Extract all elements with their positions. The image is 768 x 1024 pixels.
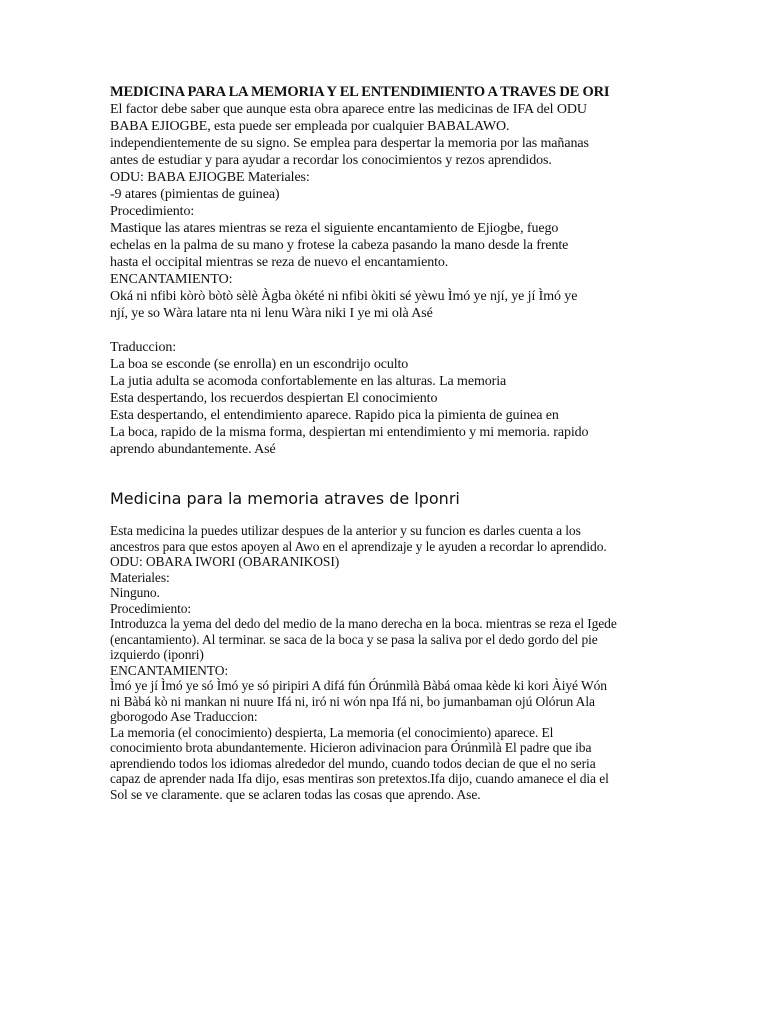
text-line: Procedimiento:	[110, 600, 192, 616]
text-line: ENCANTAMIENTO:	[110, 662, 229, 678]
text-line: antes de estudiar y para ayudar a recordar los conocimientos y rezos aprendidos.	[110, 153, 552, 168]
text-line: njí, ye so Wàra latare nta ni lenu Wàra niki I ye mi olà Asé	[110, 306, 433, 321]
text-line: Materiales:	[110, 569, 170, 585]
text-line: Ìmó ye jí Ìmó ye só Ìmó ye só piripiri A difá fún Órúnmìlà Bàbá omaa kède ki kori Àiyé Wón	[110, 678, 607, 693]
text-line: El factor debe saber que aunque esta obra aparece entre las medicinas de IFA del ODU	[110, 102, 587, 117]
section1-title: MEDICINA PARA LA MEMORIA Y EL ENTENDIMIENTO A TRAVES DE ORI	[110, 84, 610, 100]
text-line: Esta despertando, el entendimiento aparece. Rapido pica la pimienta de guinea en	[110, 408, 559, 423]
text-line: Traduccion:	[110, 340, 177, 355]
text-line: -9 atares (pimientas de guinea)	[110, 187, 280, 202]
text-line: ni Bàbá kò ni mankan ni nuure Ifá ni, iró ni wón npa Ifá ni, bo jumanbaman ojú Olórun Ala	[110, 693, 595, 709]
text-line: (encantamiento). Al terminar. se saca de la boca y se pasa la saliva por el dedo gordo del pie	[110, 631, 598, 647]
text-line: ODU: BABA EJIOGBE Materiales:	[110, 170, 310, 185]
text-line: aprendiendo todos los idiomas alrededor del mundo, cuando todos decian de que el no seria	[110, 755, 596, 771]
text-line: Ninguno.	[110, 585, 160, 600]
text-line: La boca, rapido de la misma forma, despiertan mi entendimiento y mi memoria. rapido	[110, 425, 589, 440]
text-line: La memoria (el conocimiento) despierta, La memoria (el conocimiento) aparece. El	[110, 724, 554, 740]
text-line: capaz de aprender nada Ifa dijo, esas mentiras son pretextos.Ifa dijo, cuando amanece el dia el	[110, 771, 609, 786]
text-line: ENCANTAMIENTO:	[110, 272, 233, 287]
text-line: hasta el occipital mientras se reza de nuevo el encantamiento.	[110, 255, 449, 270]
text-line: gborogodo Ase Traduccion:	[110, 709, 258, 724]
text-line: Mastique las atares mientras se reza el siguiente encantamiento de Ejiogbe, fuego	[110, 221, 559, 236]
text-line: BABA EJIOGBE, esta puede ser empleada por cualquier BABALAWO.	[110, 119, 510, 134]
text-line: Sol se ve claramente. que se aclaren todas las cosas que aprendo. Ase.	[110, 786, 481, 802]
blank-line	[110, 322, 655, 339]
section-spacer	[110, 458, 655, 489]
text-line: La jutia adulta se acomoda confortablemente en las alturas. La memoria	[110, 374, 507, 389]
text-line: ODU: OBARA IWORI (OBARANIKOSI)	[110, 554, 340, 569]
text-line: echelas en la palma de su mano y frotese la cabeza pasando la mano desde la frente	[110, 238, 569, 253]
section2-body	[110, 523, 655, 802]
text-line: Esta despertando, los recuerdos despiertan El conocimiento	[110, 391, 438, 406]
text-line: Introduzca la yema del dedo del medio de la mano derecha en la boca. mientras se reza el Igede	[110, 616, 617, 631]
section1-body	[110, 101, 655, 458]
text-line: independientemente de su signo. Se emplea para despertar la memoria por las mañanas	[110, 136, 589, 151]
text-line: La boa se esconde (se enrolla) en un escondrijo oculto	[110, 357, 409, 372]
text-line: conocimiento brota abundantemente. Hicieron adivinacion para Órúnmìlà El padre que iba	[110, 740, 592, 755]
title-spacer	[110, 509, 655, 523]
text-line: Procedimiento:	[110, 204, 195, 219]
text-line: Oká ni nfibi kòrò bòtò sèlè Àgba òkété ni nfibi òkiti sé yèwu Ìmó ye njí, ye jí Ìmó ye	[110, 289, 578, 304]
document-content	[110, 84, 655, 802]
text-line: aprendo abundantemente. Asé	[110, 442, 276, 457]
text-line: Esta medicina la puedes utilizar despues de la anterior y su funcion es darles cuenta a los	[110, 523, 581, 538]
text-line: izquierdo (iponri)	[110, 647, 204, 662]
text-line: ancestros para que estos apoyen al Awo en el aprendizaje y le ayuden a recordar lo aprendido.	[110, 538, 607, 554]
section2-title: Medicina para la memoria atraves de lponri	[110, 489, 460, 508]
